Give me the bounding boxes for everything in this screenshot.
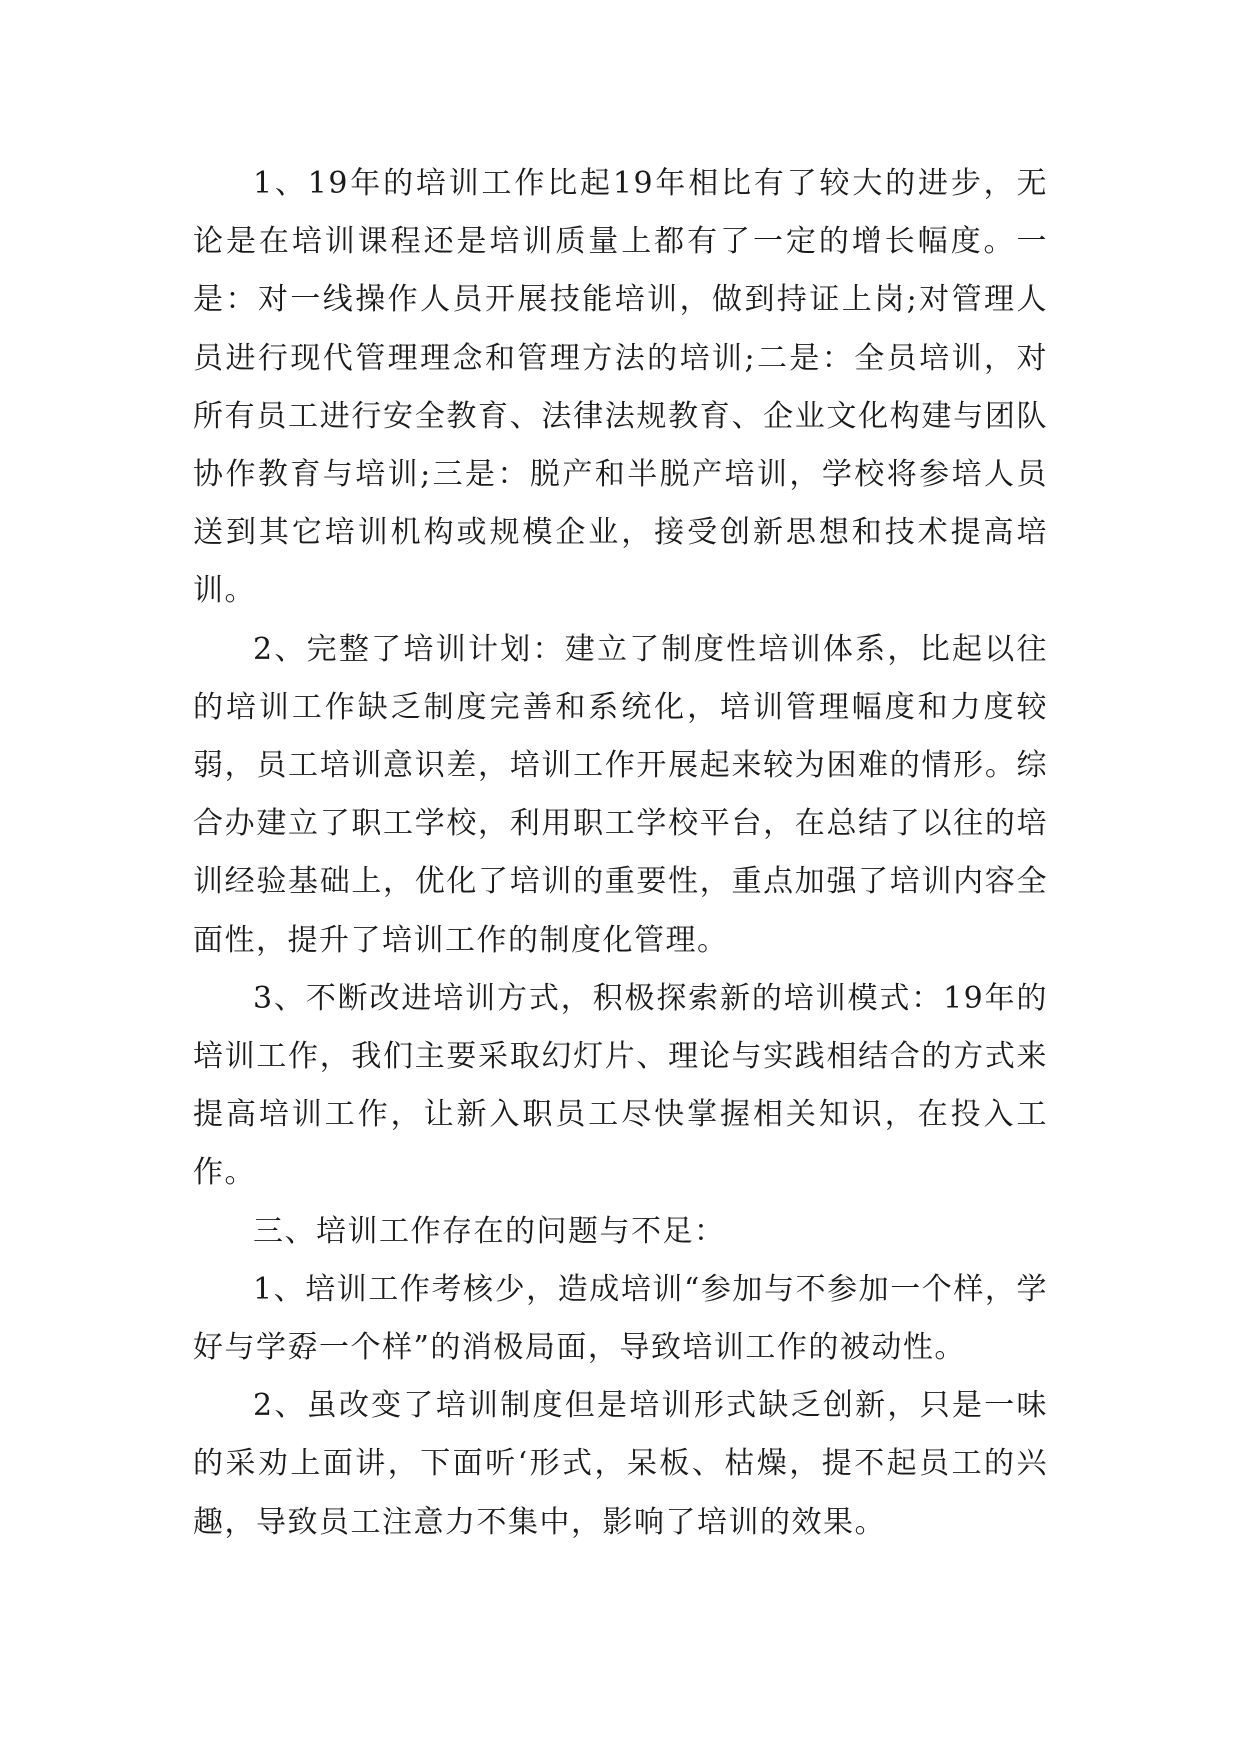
paragraph-1: 1、19年的培训工作比起19年相比有了较大的进步，无论是在培训课程还是培训质量上都有了一定的增长幅度。一是：对一线操作人员开展技能培训，做到持证上岗;对管理人员进行现代管理理念和管理方法的培训;二是：全员培训，对所有员工进行安全教育、法律法规教育、企业文化构建与团队协作教育与培训;三是：脱产和半脱产培训，学校将参培人员送到其它培训机构或规模企业，接受创新思想和技术提高培训。 — [193, 166, 1048, 609]
document-body — [193, 155, 1048, 1552]
paragraph-3: 3、不断改进培训方式，积极探索新的培训模式：19年的培训工作，我们主要采取幻灯片、理论与实践相结合的方式来提高培训工作，让新入职员工尽快掌握相关知识，在投入工作。 — [193, 980, 1048, 1191]
paragraph-2: 2、完整了培训计划：建立了制度性培训体系，比起以往的培训工作缺乏制度完善和系统化，培训管理幅度和力度较弱，员工培训意识差，培训工作开展起来较为困难的情形。综合办建立了职工学校，利用职工学校平台，在总结了以往的培训经验基础上，优化了培训的重要性，重点加强了培训内容全面性，提升了培训工作的制度化管理。 — [193, 631, 1048, 958]
paragraph-5: 2、虽改变了培训制度但是培训形式缺乏创新，只是一味的采劝上面讲，下面听‘形式，呆板、枯燥，提不起员工的兴趣，导致员工注意力不集中，影响了培训的效果。 — [193, 1388, 1048, 1540]
paragraph-4: 1、培训工作考核少，造成培训“参加与不参加一个样，学好与学孬一个样”的消极局面，导致培训工作的被动性。 — [193, 1271, 1048, 1366]
section-heading: 三、培训工作存在的问题与不足： — [253, 1213, 726, 1249]
